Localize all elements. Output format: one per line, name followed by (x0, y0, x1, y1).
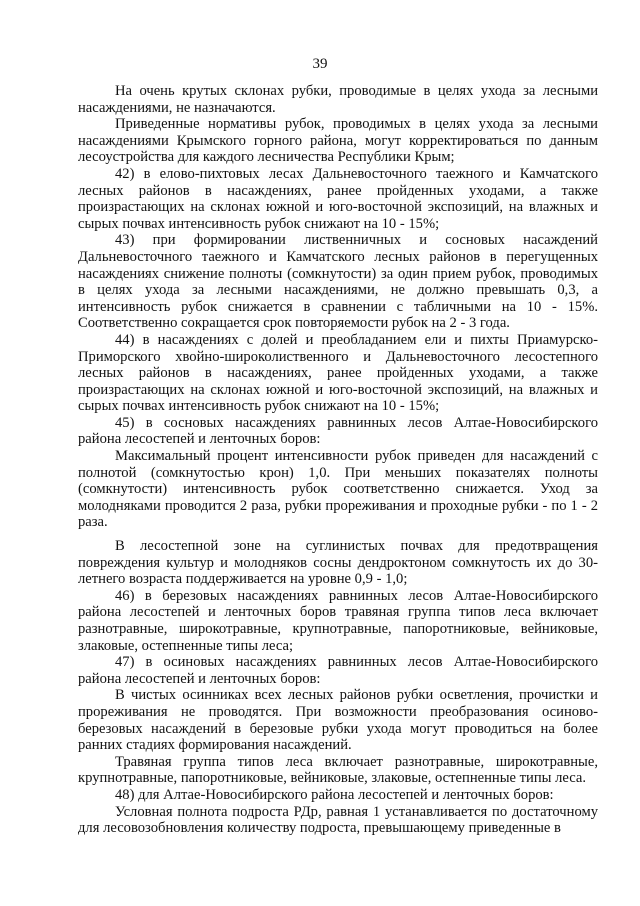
paragraph: 42) в елово-пихтовых лесах Дальневосточного таежного и Камчатского лесных районов в насаждениях, ранее пройденных уходами, а также произрастающих на склонах южной и юго-восточной экспозиций, на влажных и сырых почвах интенсивность рубок снижают на 10 - 15%; (78, 165, 598, 232)
paragraph: 48) для Алтае-Новосибирского района лесостепей и ленточных боров: (115, 786, 554, 803)
paragraph: Травяная группа типов леса включает разнотравные, широкотравные, крупнотравные, папоротниковые, вейниковые, злаковые, остепненные типы леса. (78, 753, 598, 787)
paragraph: В лесостепной зоне на суглинистых почвах для предотвращения повреждения культур и молодняков сосны дендроктоном сомкнутость их до 30-летнего возраста поддерживается на уровне 0,9 - 1,0; (78, 538, 598, 588)
paragraph: 46) в березовых насаждениях равнинных лесов Алтае-Новосибирского района лесостепей и ленточных боров травяная группа типов леса включает разнотравные, широкотравные, крупнотравные, папоротниковые, вейниковые, злаковые, остепненные типы леса; (78, 587, 598, 654)
paragraph: Приведенные нормативы рубок, проводимых в целях ухода за лесными насаждениями Крымского горного района, могут корректироваться по данным лесоустройства для каждого лесничества Республики Крым; (78, 116, 598, 166)
body-text (78, 83, 598, 837)
paragraph: Максимальный процент интенсивности рубок приведен для насаждений с полнотой (сомкнутостью крон) 1,0. При меньших показателях полноты (сомкнутости) интенсивность рубок соответственно снижается. Уход за молодняками проводится 2 раза, рубки прореживания и проходные рубки - по 1 - 2 раза. (78, 448, 598, 531)
page-number: 39 (312, 56, 328, 72)
paragraph: Условная полнота подроста РДр, равная 1 устанавливается по достаточному для лесовозобновления количеству подроста, превышающему приведенные в (78, 803, 598, 837)
paragraph: 47) в осиновых насаждениях равнинных лесов Алтае-Новосибирского района лесостепей и ленточных боров: (78, 654, 598, 687)
paragraph: 45) в сосновых насаждениях равнинных лесов Алтае-Новосибирского района лесостепей и ленточных боров: (78, 414, 598, 448)
paragraph: На очень крутых склонах рубки, проводимые в целях ухода за лесными насаждениями, не назначаются. (78, 83, 598, 116)
paragraph: 44) в насаждениях с долей и преобладанием ели и пихты Приамурско-Приморского хвойно-широколиственного и Дальневосточного лесостепного лесных районов в насаждениях, ранее пройденных уходами, а также произрастающих на склонах южной и юго-восточной экспозиций, на влажных и сырых почвах интенсивность рубок снижают на 10 - 15%; (78, 331, 598, 415)
paragraph: В чистых осинниках всех лесных районов рубки осветления, прочистки и прореживания не проводятся. При возможности преобразования осиново-березовых насаждений в березовые рубки ухода могут проводиться на более ранних стадиях формирования насаждений. (78, 687, 598, 754)
paragraph: 43) при формировании лиственничных и сосновых насаждений Дальневосточного таежного и Камчатского лесных районов в перегущенных насаждениях снижение полноты (сомкнутости) за один прием рубок, проводимых в целях ухода за лесными насаждениями, не должно превышать 0,3, а интенсивность рубок снижается в сравнении с табличными на 10 - 15%. Соответственно сокращается срок повторяемости рубок на 2 - 3 года. (78, 232, 598, 332)
